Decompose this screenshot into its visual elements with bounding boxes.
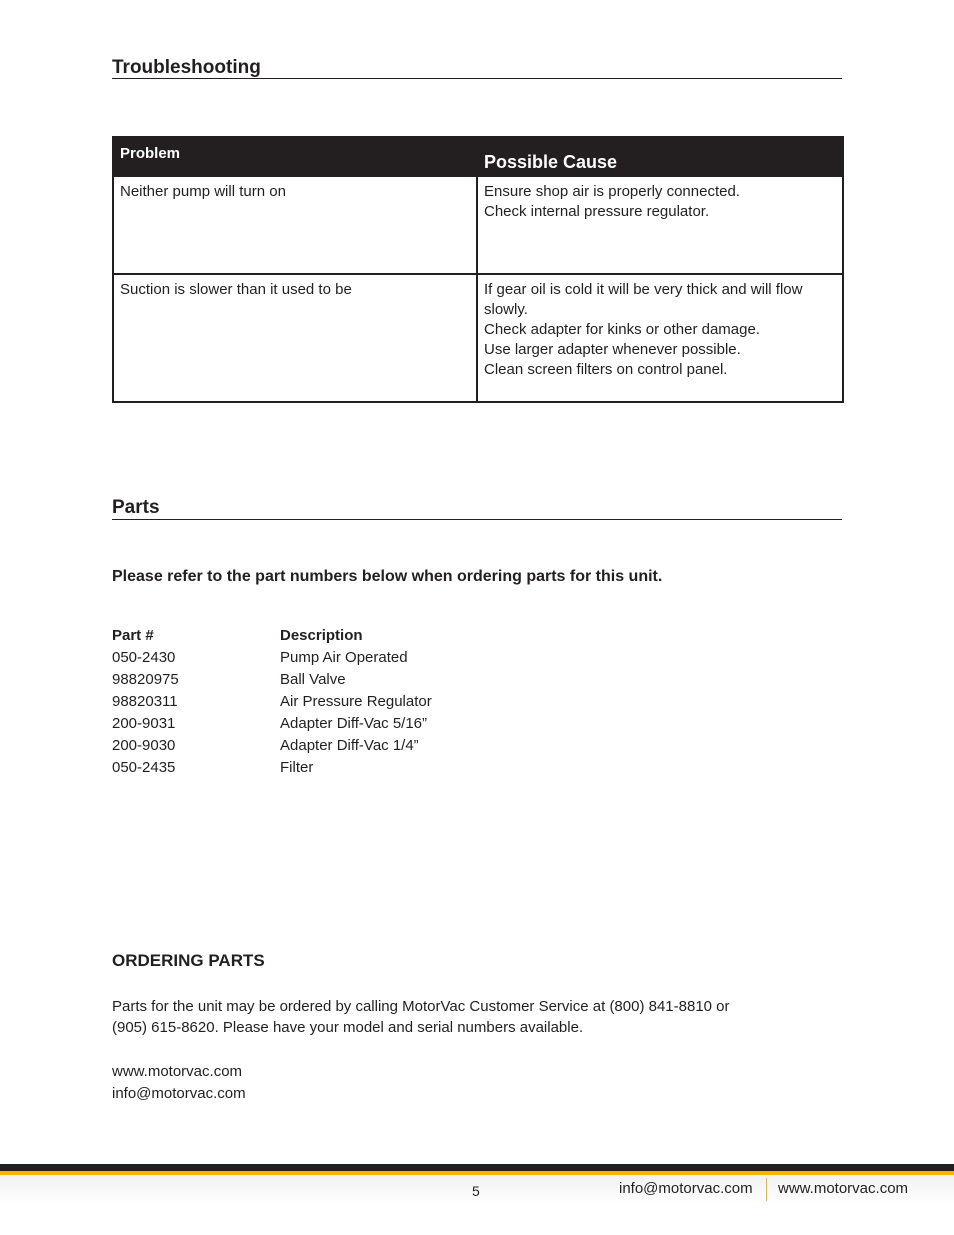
- contact-block: [112, 1061, 246, 1105]
- cause-cell: [477, 176, 843, 274]
- ordering-parts-title: ORDERING PARTS: [112, 951, 265, 970]
- table-row: [113, 274, 843, 402]
- part-number: 050-2435: [112, 759, 176, 776]
- parts-title: Parts: [112, 497, 842, 520]
- cause-line: Clean screen filters on control panel.: [484, 361, 728, 378]
- part-description: Ball Valve: [280, 671, 346, 688]
- part-number: 98820311: [112, 693, 178, 710]
- problem-cell: Neither pump will turn on: [113, 176, 477, 274]
- list-item: [112, 735, 432, 757]
- part-description: Adapter Diff-Vac 5/16”: [280, 715, 428, 732]
- email-link[interactable]: info@motorvac.com: [112, 1085, 246, 1102]
- footer-website-link[interactable]: www.motorvac.com: [778, 1180, 909, 1197]
- part-description: Pump Air Operated: [280, 649, 408, 666]
- part-number: 200-9031: [112, 715, 176, 732]
- table-row: [113, 176, 843, 274]
- part-description: Adapter Diff-Vac 1/4”: [280, 737, 419, 754]
- list-item: [112, 757, 432, 779]
- parts-list: [112, 625, 432, 779]
- list-item: [112, 647, 432, 669]
- footer-divider: [766, 1178, 767, 1201]
- footer-band: [0, 1164, 954, 1171]
- problem-cell: Suction is slower than it used to be: [113, 274, 477, 402]
- part-description: Filter: [280, 759, 314, 776]
- header-possible-cause: Possible Cause: [477, 137, 843, 176]
- table-header-row: [113, 137, 843, 176]
- page-number: 5: [472, 1183, 480, 1199]
- parts-intro: Please refer to the part numbers below when ordering parts for this unit.: [112, 568, 663, 585]
- footer-email-link[interactable]: info@motorvac.com: [619, 1180, 753, 1197]
- ordering-parts-body: Parts for the unit may be ordered by calling MotorVac Customer Service at (800) 841-8810 or (905) 615-8620. Please have your model and serial numbers available.: [112, 998, 730, 1036]
- list-item: [112, 669, 432, 691]
- cause-line: If gear oil is cold it will be very thick and will flow slowly.: [484, 281, 803, 318]
- cause-line: Check adapter for kinks or other damage.: [484, 321, 760, 338]
- list-item: [112, 713, 432, 735]
- header-part-number: Part #: [112, 627, 154, 644]
- cause-line: Ensure shop air is properly connected.: [484, 183, 740, 200]
- cause-cell: [477, 274, 843, 402]
- part-description: Air Pressure Regulator: [280, 693, 432, 710]
- troubleshooting-title: Troubleshooting: [112, 57, 842, 79]
- list-item: [112, 691, 432, 713]
- part-number: 050-2430: [112, 649, 176, 666]
- website-link[interactable]: www.motorvac.com: [112, 1063, 243, 1080]
- troubleshooting-table: [112, 136, 844, 403]
- part-number: 200-9030: [112, 737, 176, 754]
- cause-line: Use larger adapter whenever possible.: [484, 341, 741, 358]
- header-problem: Problem: [113, 137, 477, 176]
- cause-line: Check internal pressure regulator.: [484, 203, 710, 220]
- parts-header-row: [112, 625, 432, 647]
- part-number: 98820975: [112, 671, 179, 688]
- header-description: Description: [280, 627, 363, 644]
